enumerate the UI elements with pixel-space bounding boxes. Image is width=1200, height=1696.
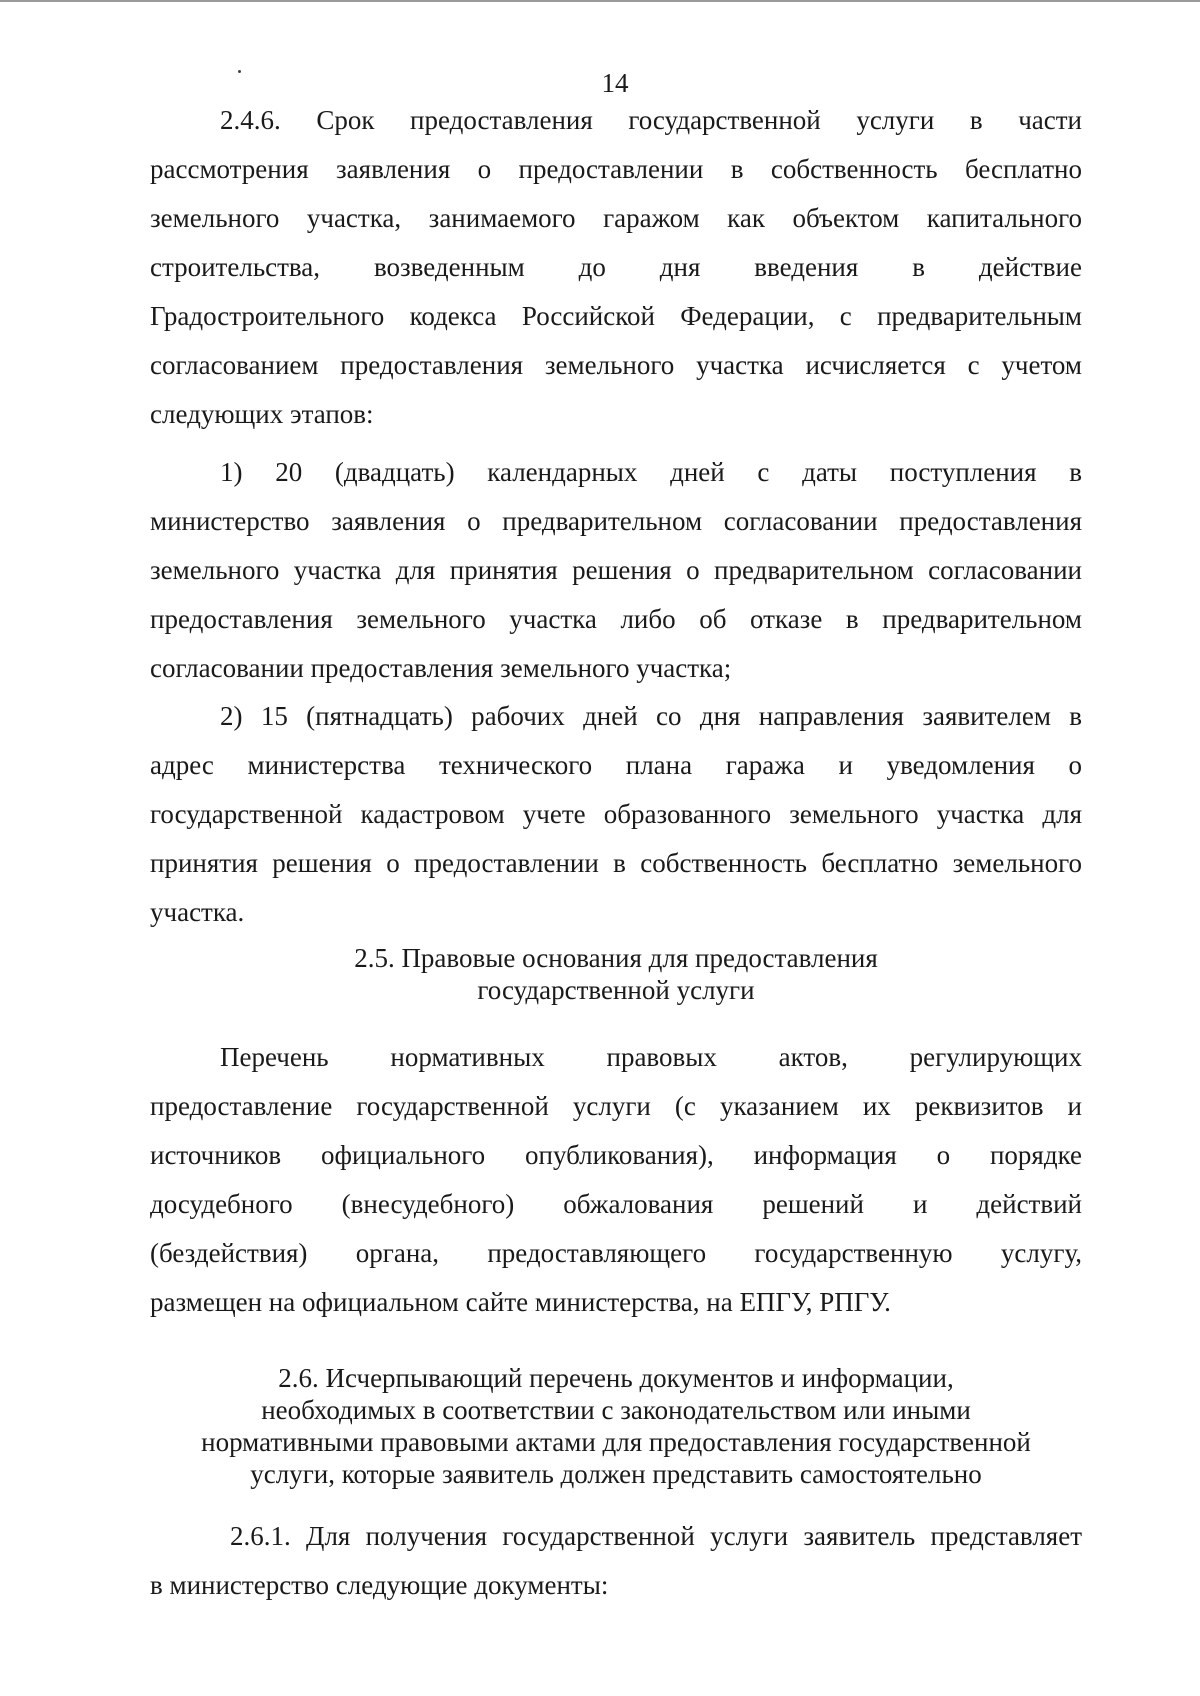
- heading-line: нормативными правовыми актами для предоставления государственной: [201, 1427, 1031, 1457]
- text-line: принятия решения о предоставлении в собственность бесплатно земельного: [150, 848, 1082, 878]
- text-line: государственной кадастровом учете образованного земельного участка для: [150, 799, 1082, 829]
- text-line: предоставление государственной услуги (с указанием их реквизитов и: [150, 1091, 1082, 1121]
- text-line: строительства, возведенным до дня введения в действие: [150, 252, 1082, 282]
- heading-line: 2.5. Правовые основания для предоставления: [354, 943, 878, 973]
- list-item-1: [150, 448, 1082, 693]
- text-line: 2.4.6. Срок предоставления государственной услуги в части: [220, 105, 1082, 135]
- text-line: согласованием предоставления земельного участка исчисляется с учетом: [150, 350, 1082, 380]
- heading-line: 2.6. Исчерпывающий перечень документов и информации,: [278, 1363, 954, 1393]
- page-number: 14: [601, 68, 629, 98]
- text-line: согласовании предоставления земельного участка;: [150, 653, 732, 683]
- text-line: размещен на официальном сайте министерства, на ЕПГУ, РПГУ.: [150, 1287, 891, 1317]
- text-line: Градостроительного кодекса Российской Федерации, с предварительным: [150, 301, 1082, 331]
- text-line: в министерство следующие документы:: [150, 1570, 609, 1600]
- text-line: следующих этапов:: [150, 399, 374, 429]
- text-line: рассмотрения заявления о предоставлении в собственность бесплатно: [150, 154, 1082, 184]
- text-line: земельного участка для принятия решения о предварительном согласовании: [150, 555, 1082, 585]
- text-line: досудебного (внесудебного) обжалования решений и действий: [150, 1189, 1082, 1219]
- paragraph-2-4-6: [150, 96, 1082, 439]
- text-line: Перечень нормативных правовых актов, регулирующих: [220, 1042, 1082, 1072]
- text-line: источников официального опубликования), информация о порядке: [150, 1140, 1082, 1170]
- text-line: 1) 20 (двадцать) календарных дней с даты поступления в: [220, 457, 1082, 487]
- section-heading-2-6: [150, 1362, 1082, 1490]
- text-line: 2.6.1. Для получения государственной услуги заявитель представляет: [230, 1521, 1082, 1551]
- text-line: (бездействия) органа, предоставляющего государственную услугу,: [150, 1238, 1082, 1268]
- text-line: участка.: [150, 897, 245, 927]
- paragraph-2-5: [150, 1033, 1082, 1327]
- text-line: 2) 15 (пятнадцать) рабочих дней со дня направления заявителем в: [220, 701, 1082, 731]
- paragraph-2-6-1: [150, 1512, 1082, 1610]
- top-border-line: [0, 0, 1200, 2]
- text-line: земельного участка, занимаемого гаражом как объектом капитального: [150, 203, 1082, 233]
- list-item-2: [150, 692, 1082, 937]
- heading-line: необходимых в соответствии с законодательством или иными: [261, 1395, 971, 1425]
- text-line: адрес министерства технического плана гаража и уведомления о: [150, 750, 1082, 780]
- heading-line: государственной услуги: [477, 975, 755, 1005]
- heading-line: услуги, которые заявитель должен представить самостоятельно: [250, 1459, 982, 1489]
- text-line: предоставления земельного участка либо об отказе в предварительном: [150, 604, 1082, 634]
- section-heading-2-5: [150, 942, 1082, 1006]
- text-line: министерство заявления о предварительном согласовании предоставления: [150, 506, 1082, 536]
